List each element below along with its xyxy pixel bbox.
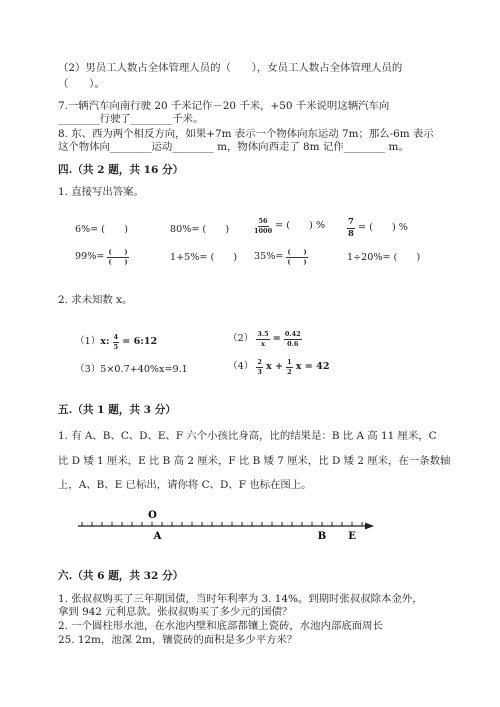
equation-4: （4） $\frac{2}{3}$ x + $\frac{1}{2}$ x = 42 (228, 358, 330, 376)
fraction-0-42-over-0-6: $\frac{0.42}{0.6}$ (284, 330, 301, 348)
section-6-q2-line2: 25. 12m，池深 2m，镶瓷砖的面积是多少平方米？ (58, 634, 298, 646)
section-6-q1-line1: 1. 张叔叔购买了三年期国债，当时年利率为 3. 14%。到期时张叔叔除本金外， (58, 593, 423, 605)
section-6-q2-line1: 2. 一个圆柱形水池，在水池内壁和底部都镶上瓷砖，水池内部底面周长 (58, 620, 383, 632)
point-e-label: E (348, 531, 356, 542)
section-5-line2: 比 D 矮 1 厘米，E 比 B 高 2 厘米，F 比 B 矮 7 厘米，比 D 矮 2 厘米，在一条数轴 (58, 455, 451, 467)
calc-1-div-20-percent: 1÷20%= ( ) (347, 252, 421, 263)
question-8-line2: 这个物体向________运动________ m，物体向西走了 8m 记作________ m。 (58, 141, 409, 153)
calc-35-percent: 35%= $\frac{( )}{( )}$ (254, 248, 307, 266)
arrow-head-icon (365, 523, 374, 530)
question-6-line2: （ ）。 (58, 78, 105, 90)
equation-1: （1）x: $\frac{4}{5}$ = 6:12 (75, 333, 158, 351)
point-a-label: A (153, 531, 162, 542)
question-8-line1: 8. 东、西为两个相反方向，如果+7m 表示一个物体向东运动 7m；那么-6m 表示 (58, 128, 434, 140)
fraction-56-1000: $\frac{56}{1000}$ (254, 217, 273, 235)
point-b-label: B (317, 531, 327, 542)
calc-56-over-1000: $\frac{56}{1000}$ = ( ) % (254, 217, 326, 235)
number-line (0, 505, 500, 545)
section-5-line3: 上，A、B、E 已标出，请你将 C、D、F 也标在图上。 (58, 479, 312, 491)
origin-label: O (148, 510, 157, 521)
fraction-blank-1: $\frac{( )}{( )}$ (108, 248, 128, 266)
fraction-7-8: $\frac{7}{8}$ (348, 217, 354, 239)
calc-80-percent: 80%= ( ) (170, 224, 230, 235)
section-4-question-2: 2. 求未知数 x。 (58, 294, 133, 306)
section-4-question-1: 1. 直接写出答案。 (58, 186, 144, 198)
equation-2: （2） $\frac{3.5}{x}$ = $\frac{0.42}{0.6}$ (228, 330, 301, 348)
equation-3: （3）5×0.7+40%x=9.1 (75, 364, 188, 375)
question-7-line1: 7.一辆汽车向南行驶 20 千米记作－20 千米，+50 千米说明这辆汽车向 (58, 100, 390, 112)
fraction-4-5: $\frac{4}{5}$ (113, 333, 119, 351)
section-6-q1-line2: 拿到 942 元利息款。张叔叔购买了多少元的国债？ (58, 606, 293, 618)
calc-7-over-8: $\frac{7}{8}$ = ( ) % (348, 217, 408, 239)
calc-1-plus-5-percent: 1+5%= ( ) (170, 252, 238, 263)
fraction-blank-2: $\frac{( )}{( )}$ (287, 248, 307, 266)
question-6-line1: （2）男员工人数占全体管理人员的（ ），女员工人数占全体管理人员的 (58, 62, 403, 74)
section-6-title: 六.（共 6 题，共 32 分） (58, 570, 184, 582)
section-5-line1: 1. 有 A、B、C、D、E、F 六个小孩比身高，比的结果是：B 比 A 高 11 厘米，C (58, 430, 437, 442)
fraction-1-2: $\frac{1}{2}$ (287, 358, 292, 376)
section-4-title: 四.（共 2 题，共 16 分） (58, 164, 184, 176)
fraction-3-5-over-x: $\frac{3.5}{x}$ (257, 330, 269, 348)
section-5-title: 五.（共 1 题，共 3 分） (58, 404, 176, 416)
calc-99-percent: 99%= $\frac{( )}{( )}$ (75, 248, 128, 266)
calc-6-percent: 6%= ( ) (75, 224, 128, 235)
fraction-2-3: $\frac{2}{3}$ (257, 358, 262, 376)
question-7-line2: ________行驶了________千米。 (58, 113, 204, 125)
